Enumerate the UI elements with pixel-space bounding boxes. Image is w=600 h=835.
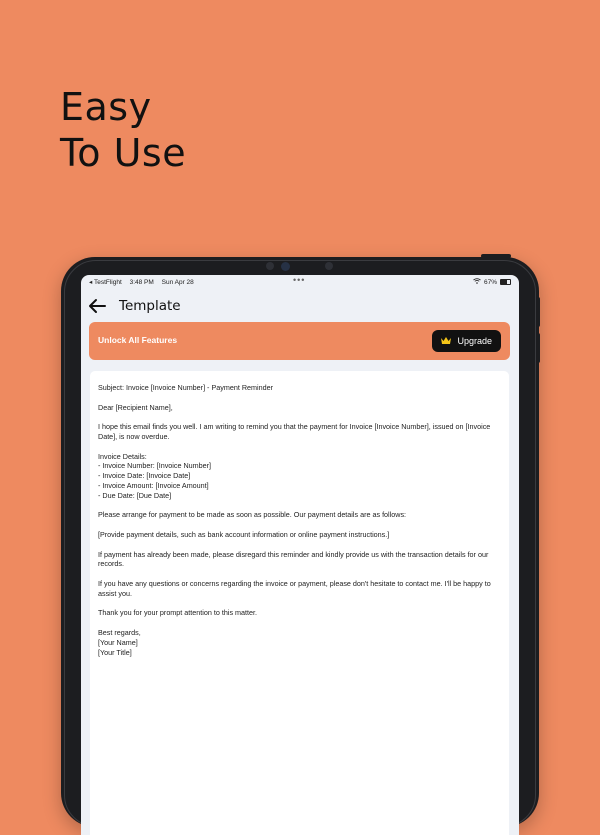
battery-icon [500, 279, 511, 285]
unlock-banner [89, 322, 510, 360]
battery-percent: 67% [483, 278, 497, 286]
headline [60, 84, 186, 176]
sensor [325, 262, 333, 270]
doc-paragraph: If payment has already been made, please disregard this reminder and kindly provide us with the transaction details for our records. [98, 549, 489, 569]
wifi-icon [473, 278, 481, 286]
crown-icon [440, 336, 452, 347]
doc-detail-line: Invoice Details: [98, 451, 147, 461]
multitask-dots-icon[interactable]: ••• [293, 275, 306, 285]
template-document[interactable] [90, 371, 509, 835]
testflight-back-link[interactable]: ◂ TestFlight [89, 279, 122, 286]
sensor [266, 262, 274, 270]
upgrade-button[interactable] [432, 330, 501, 352]
doc-closing [98, 628, 501, 657]
status-date: Sun Apr 28 [161, 279, 194, 286]
doc-detail-line: - Invoice Date: [Invoice Date] [98, 471, 191, 481]
doc-detail-line: - Invoice Number: [Invoice Number] [98, 461, 212, 471]
doc-detail-line: - Invoice Amount: [Invoice Amount] [98, 480, 209, 490]
doc-paragraph: Please arrange for payment to be made as soon as possible. Our payment details are as follows: [98, 510, 407, 520]
doc-paragraph: If you have any questions or concerns regarding the invoice or payment, please don't hesitate to contact me. I'll be happy to assist you. [98, 578, 491, 598]
front-camera [281, 262, 290, 271]
doc-greeting: Dear [Recipient Name], [98, 402, 173, 412]
app-screen [81, 275, 519, 835]
volume-button [536, 297, 540, 327]
upgrade-label: Upgrade [457, 336, 492, 346]
page-title: Template [119, 298, 181, 314]
doc-subject: Subject: Invoice [Invoice Number] - Payment Reminder [98, 383, 273, 392]
doc-details [98, 452, 501, 501]
arrow-left-icon[interactable] [87, 297, 107, 315]
doc-closing-line: [Your Title] [98, 647, 132, 657]
doc-closing-line: [Your Name] [98, 637, 138, 647]
doc-paragraph: [Provide payment details, such as bank account information or online payment instructions.] [98, 529, 390, 539]
doc-paragraph: Thank you for your prompt attention to this matter. [98, 608, 258, 618]
headline-line-1: Easy [60, 85, 152, 129]
tablet-device [61, 257, 539, 827]
doc-detail-line: - Due Date: [Due Date] [98, 490, 172, 500]
unlock-banner-text: Unlock All Features [98, 335, 178, 345]
doc-closing-line: Best regards, [98, 627, 141, 637]
doc-paragraph: I hope this email finds you well. I am writing to remind you that the payment for Invoice [Invoice Number], issued on [Invoice Date], is now overdue. [98, 422, 491, 441]
headline-line-2: To Use [60, 131, 187, 175]
volume-button [536, 333, 540, 363]
nav-bar [81, 291, 519, 321]
status-time: 3:48 PM [129, 279, 154, 286]
status-bar [81, 275, 519, 289]
power-button [481, 254, 511, 258]
